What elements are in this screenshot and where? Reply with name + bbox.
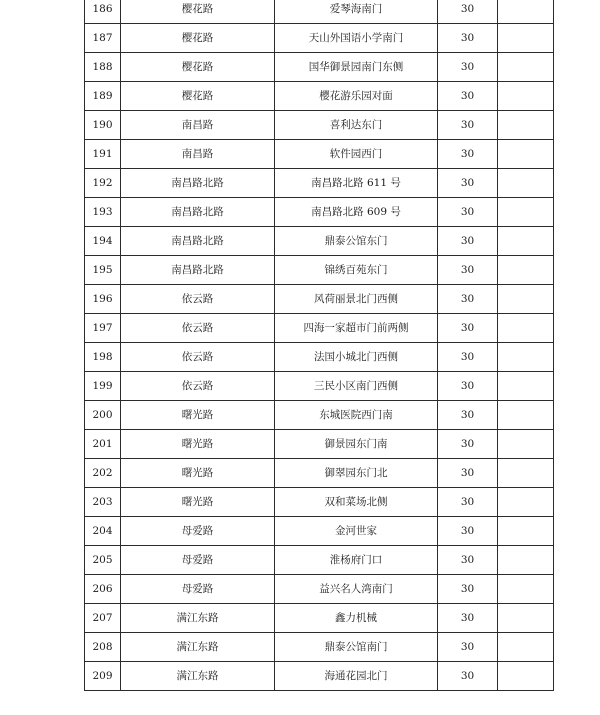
row-number-cell: 202 <box>85 459 121 488</box>
quantity-cell: 30 <box>438 82 498 111</box>
table-row <box>85 82 554 111</box>
row-number-cell: 186 <box>85 0 121 24</box>
remark-cell <box>498 169 554 198</box>
remark-cell <box>498 575 554 604</box>
quantity-cell: 30 <box>438 401 498 430</box>
row-number-cell: 204 <box>85 517 121 546</box>
road-name-cell: 满江东路 <box>121 604 275 633</box>
road-name-cell: 曙光路 <box>121 401 275 430</box>
road-name-cell: 曙光路 <box>121 488 275 517</box>
road-name-cell: 依云路 <box>121 314 275 343</box>
row-number-cell: 199 <box>85 372 121 401</box>
location-cell: 法国小城北门西侧 <box>275 343 438 372</box>
quantity-cell: 30 <box>438 169 498 198</box>
remark-cell <box>498 140 554 169</box>
quantity-cell: 30 <box>438 198 498 227</box>
parking-location-table <box>84 0 554 691</box>
road-name-cell: 依云路 <box>121 285 275 314</box>
remark-cell <box>498 198 554 227</box>
table-row <box>85 575 554 604</box>
table-row <box>85 198 554 227</box>
table-row <box>85 256 554 285</box>
row-number-cell: 203 <box>85 488 121 517</box>
remark-cell <box>498 488 554 517</box>
location-cell: 海通花园北门 <box>275 662 438 691</box>
row-number-cell: 196 <box>85 285 121 314</box>
row-number-cell: 209 <box>85 662 121 691</box>
location-cell: 喜利达东门 <box>275 111 438 140</box>
table-row <box>85 285 554 314</box>
road-name-cell: 樱花路 <box>121 0 275 24</box>
row-number-cell: 187 <box>85 24 121 53</box>
quantity-cell: 30 <box>438 24 498 53</box>
location-cell: 天山外国语小学南门 <box>275 24 438 53</box>
road-name-cell: 母爱路 <box>121 575 275 604</box>
quantity-cell: 30 <box>438 0 498 24</box>
row-number-cell: 208 <box>85 633 121 662</box>
row-number-cell: 207 <box>85 604 121 633</box>
remark-cell <box>498 401 554 430</box>
location-cell: 御景园东门南 <box>275 430 438 459</box>
location-cell: 锦绣百苑东门 <box>275 256 438 285</box>
remark-cell <box>498 111 554 140</box>
road-name-cell: 曙光路 <box>121 459 275 488</box>
table-row <box>85 633 554 662</box>
location-cell: 鑫力机械 <box>275 604 438 633</box>
quantity-cell: 30 <box>438 314 498 343</box>
location-cell: 爱琴海南门 <box>275 0 438 24</box>
road-name-cell: 南昌路 <box>121 111 275 140</box>
location-cell: 金河世家 <box>275 517 438 546</box>
quantity-cell: 30 <box>438 633 498 662</box>
quantity-cell: 30 <box>438 546 498 575</box>
table-row <box>85 546 554 575</box>
location-cell: 风荷丽景北门西侧 <box>275 285 438 314</box>
table-row <box>85 517 554 546</box>
table-row <box>85 169 554 198</box>
row-number-cell: 190 <box>85 111 121 140</box>
table-row <box>85 53 554 82</box>
quantity-cell: 30 <box>438 111 498 140</box>
road-name-cell: 南昌路北路 <box>121 169 275 198</box>
table-row <box>85 111 554 140</box>
location-cell: 软件园西门 <box>275 140 438 169</box>
remark-cell <box>498 430 554 459</box>
location-cell: 南昌路北路 611 号 <box>275 169 438 198</box>
road-name-cell: 樱花路 <box>121 24 275 53</box>
remark-cell <box>498 256 554 285</box>
table-row <box>85 401 554 430</box>
location-cell: 双和菜场北侧 <box>275 488 438 517</box>
quantity-cell: 30 <box>438 488 498 517</box>
row-number-cell: 193 <box>85 198 121 227</box>
road-name-cell: 曙光路 <box>121 430 275 459</box>
remark-cell <box>498 604 554 633</box>
table-row <box>85 372 554 401</box>
road-name-cell: 南昌路 <box>121 140 275 169</box>
road-name-cell: 满江东路 <box>121 662 275 691</box>
remark-cell <box>498 633 554 662</box>
remark-cell <box>498 343 554 372</box>
row-number-cell: 188 <box>85 53 121 82</box>
row-number-cell: 189 <box>85 82 121 111</box>
table-row <box>85 459 554 488</box>
row-number-cell: 191 <box>85 140 121 169</box>
row-number-cell: 198 <box>85 343 121 372</box>
remark-cell <box>498 372 554 401</box>
quantity-cell: 30 <box>438 285 498 314</box>
quantity-cell: 30 <box>438 53 498 82</box>
road-name-cell: 母爱路 <box>121 517 275 546</box>
quantity-cell: 30 <box>438 140 498 169</box>
row-number-cell: 201 <box>85 430 121 459</box>
road-name-cell: 南昌路北路 <box>121 256 275 285</box>
row-number-cell: 205 <box>85 546 121 575</box>
remark-cell <box>498 662 554 691</box>
quantity-cell: 30 <box>438 604 498 633</box>
table-row <box>85 314 554 343</box>
location-cell: 御翠园东门北 <box>275 459 438 488</box>
road-name-cell: 母爱路 <box>121 546 275 575</box>
location-cell: 三民小区南门西侧 <box>275 372 438 401</box>
quantity-cell: 30 <box>438 517 498 546</box>
road-name-cell: 樱花路 <box>121 82 275 111</box>
quantity-cell: 30 <box>438 343 498 372</box>
quantity-cell: 30 <box>438 430 498 459</box>
location-cell: 鼎泰公馆南门 <box>275 633 438 662</box>
remark-cell <box>498 285 554 314</box>
road-name-cell: 南昌路北路 <box>121 227 275 256</box>
road-name-cell: 依云路 <box>121 372 275 401</box>
location-cell: 樱花游乐园对面 <box>275 82 438 111</box>
location-cell: 益兴名人湾南门 <box>275 575 438 604</box>
road-name-cell: 樱花路 <box>121 53 275 82</box>
table-row <box>85 227 554 256</box>
quantity-cell: 30 <box>438 372 498 401</box>
table-row <box>85 0 554 24</box>
quantity-cell: 30 <box>438 575 498 604</box>
table-row <box>85 343 554 372</box>
location-cell: 四海一家超市门前两侧 <box>275 314 438 343</box>
location-cell: 南昌路北路 609 号 <box>275 198 438 227</box>
remark-cell <box>498 517 554 546</box>
table-body <box>85 0 554 691</box>
road-name-cell: 依云路 <box>121 343 275 372</box>
remark-cell <box>498 82 554 111</box>
road-name-cell: 南昌路北路 <box>121 198 275 227</box>
row-number-cell: 194 <box>85 227 121 256</box>
remark-cell <box>498 314 554 343</box>
table-row <box>85 488 554 517</box>
remark-cell <box>498 546 554 575</box>
remark-cell <box>498 227 554 256</box>
remark-cell <box>498 0 554 24</box>
location-cell: 鼎泰公馆东门 <box>275 227 438 256</box>
row-number-cell: 195 <box>85 256 121 285</box>
remark-cell <box>498 24 554 53</box>
quantity-cell: 30 <box>438 256 498 285</box>
remark-cell <box>498 53 554 82</box>
location-cell: 淮杨府门口 <box>275 546 438 575</box>
table-row <box>85 430 554 459</box>
table-row <box>85 140 554 169</box>
table-row <box>85 662 554 691</box>
row-number-cell: 206 <box>85 575 121 604</box>
row-number-cell: 200 <box>85 401 121 430</box>
quantity-cell: 30 <box>438 459 498 488</box>
location-cell: 东城医院西门南 <box>275 401 438 430</box>
table-row <box>85 604 554 633</box>
table-row <box>85 24 554 53</box>
quantity-cell: 30 <box>438 662 498 691</box>
location-cell: 国华御景园南门东侧 <box>275 53 438 82</box>
remark-cell <box>498 459 554 488</box>
row-number-cell: 197 <box>85 314 121 343</box>
road-name-cell: 满江东路 <box>121 633 275 662</box>
row-number-cell: 192 <box>85 169 121 198</box>
quantity-cell: 30 <box>438 227 498 256</box>
